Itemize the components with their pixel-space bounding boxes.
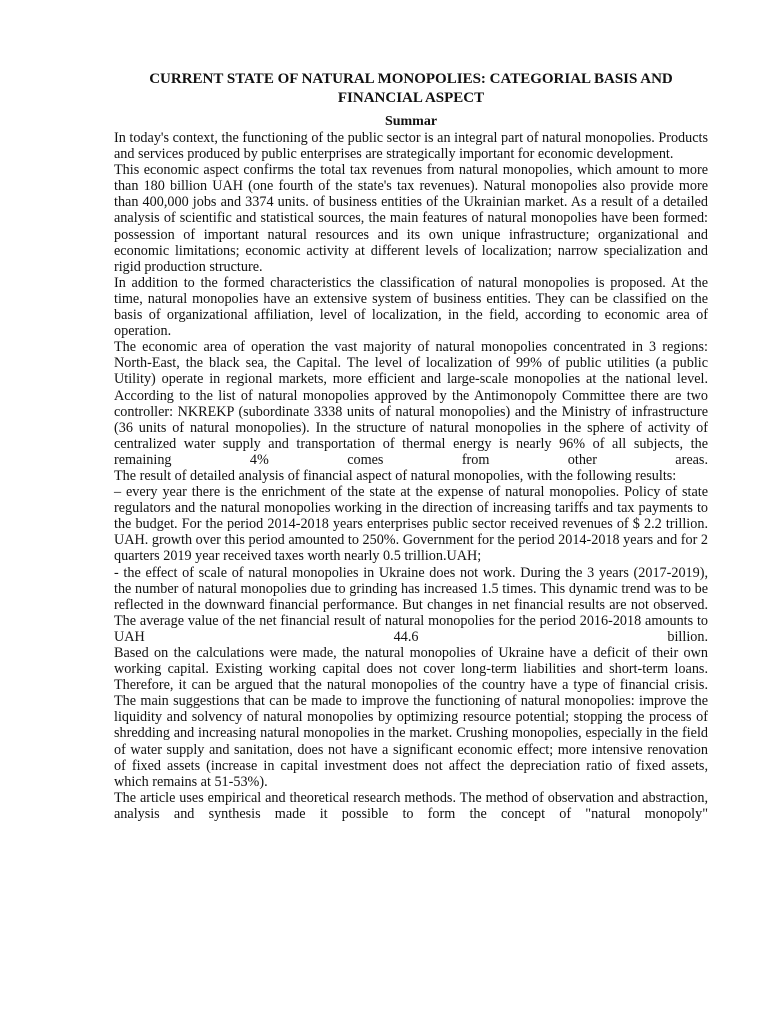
paragraph: Based on the calculations were made, the natural monopolies of Ukraine have a deficit of their own working capital. Existing working capital does not cover long-term liabilities and short-term loans. Therefore, it can be argued that the natural monopolies of the country have a type of financial crisis. — [114, 645, 708, 694]
paragraph: In addition to the formed characteristics the classification of natural monopolies is proposed. At the time, natural monopolies have an extensive system of business entities. They can be classified on the basis of organizational affiliation, level of localization, in the field, according to economic area of operation. — [114, 274, 708, 340]
document-page — [114, 70, 708, 822]
document-title: CURRENT STATE OF NATURAL MONOPOLIES: CATEGORIAL BASIS AND FINANCIAL ASPECT — [149, 71, 673, 106]
paragraph: The article uses empirical and theoretical research methods. The method of observation and abstraction, analysis and synthesis made it possible to form the concept of "natural monopoly" — [114, 789, 708, 822]
paragraph: - the effect of scale of natural monopolies in Ukraine does not work. During the 3 years (2017-2019), the number of natural monopolies due to grinding has increased 1.5 times. This dynamic trend was to be reflected in the downward financial performance. But changes in net financial results are not observed. The average value of the net financial result of natural monopolies for the period 2016-2018 amounts to UAH 44.6 billion. — [114, 564, 708, 645]
paragraph: – every year there is the enrichment of the state at the expense of natural monopolies. Policy of state regulators and the natural monopolies working in the direction of increasing tariffs and tax payments to the budget. For the period 2014-2018 years enterprises public sector received revenues of $ 2.2 trillion. UAH. growth over this period amounted to 250%. Government for the period 2014-2018 years and for 2 quarters 2019 year received taxes worth nearly 0.5 trillion.UAH; — [114, 484, 708, 565]
paragraph: The economic area of operation the vast majority of natural monopolies concentrated in 3 regions: North-East, the black sea, the Capital. The level of localization of 99% of public utilities (a public Utility) operate in regional markets, more efficient and large-scale monopolies at the national level. According to the list of natural monopolies approved by the Antimonopoly Committee there are two controller: NKREKP (subordinate 3338 units of natural monopolies) and the Ministry of infrastructure (36 units of natural monopolies). In the structure of natural monopolies in the sphere of activity of centralized water supply and transportation of thermal energy is nearly 96% of all subjects, the remaining 4% comes from other areas. — [114, 339, 708, 468]
section-heading: Summar — [384, 114, 438, 129]
summary-body — [114, 130, 708, 822]
paragraph: This economic aspect confirms the total tax revenues from natural monopolies, which amount to more than 180 billion UAH (one fourth of the state's tax revenues). Natural monopolies also provide more than 400,000 jobs and 3374 units. of business entities of the Ukrainian market. As a result of a detailed analysis of scientific and statistical sources, the main features of natural monopolies have been formed: possession of important natural resources and its own unique infrastructure; organizational and economic limitations; economic activity at different levels of localization; narrow specialization and rigid production structure. — [114, 162, 708, 275]
paragraph: The result of detailed analysis of financial aspect of natural monopolies, with the following results: — [114, 467, 677, 484]
paragraph: The main suggestions that can be made to improve the functioning of natural monopolies: improve the liquidity and solvency of natural monopolies by optimizing resource potential; stopping the process of shredding and increasing natural monopolies in the market. Crushing monopolies, especially in the field of water supply and sanitation, does not have a significant economic effect; more intensive renovation of fixed assets (increase in capital investment does not affect the depreciation ratio of fixed assets, which remains at 51-53%). — [114, 693, 708, 790]
paragraph: In today's context, the functioning of the public sector is an integral part of natural monopolies. Products and services produced by public enterprises are strategically important for economic development. — [114, 130, 708, 163]
